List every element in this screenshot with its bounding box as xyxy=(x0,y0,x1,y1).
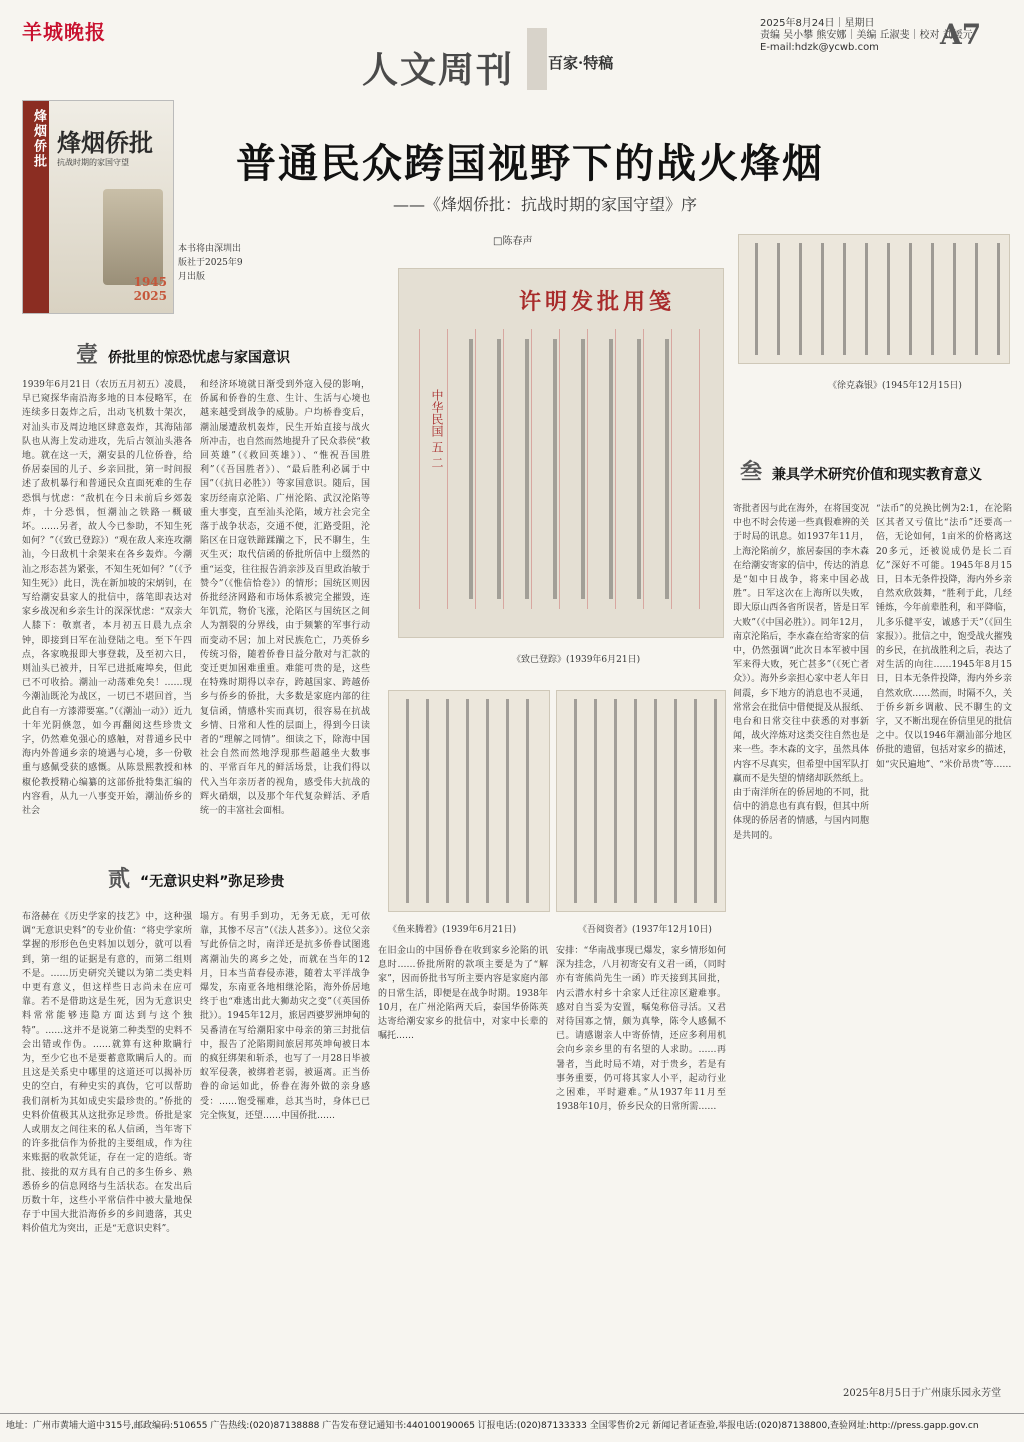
section-heading-1 xyxy=(76,338,290,369)
section-heading-text: 兼具学术研究价值和现实教育意义 xyxy=(772,467,983,483)
newspaper-logo: 羊城晚报 xyxy=(22,20,106,44)
body-text: 布洛赫在《历史学家的技艺》中，这种强调“无意识史料”的专业价值：“将史学家所掌握的形形色色史料加以划分，就可以看到，第一组的证据是有意的，而第二组则不是。……历史研究关键以为第二类史料中更有意义，但这样些日志尚未在应可靠。若不是借助这是生死，因为无意识史料常常能够违隐方面达到与这个独特”。……这并不是说第二种类型的史料不会出错或作伪。……就算有这种欺瞒行为，至少它也不是要蓄意欺瞒后人的。而且这是关系史中哪里的这道还可以揭补历史的空白，有种史实的真伪，它可以帮助我们剖析为其如成史实最珍贵的。”侨批的史料价值极其从这批弥足珍贵。侨批是家人或朋友之间往来的私人信函，当年寄下的许多批信作为侨批的主要组成，作为往来账据的收款凭证，存在一定的造纸。寄批、接批的双方具有自己的多生侨乡、熟悉侨乡的信息网络与生活状态。在发出后历数十年，这些小平常信件中被大量地保存于中国大批沿海侨乡的乡间遗落，其史料价值尤为突出，正是“无意识史料”。 xyxy=(22,912,192,1235)
book-subtitle: 抗战时期的家国守望 xyxy=(57,158,129,167)
article-headline: 普通民众跨国视野下的战火烽烟 xyxy=(236,140,824,187)
book-note: 本书将由深圳出版社于2025年9月出版 xyxy=(178,244,243,282)
image-caption: 《鱼来腾着》(1939年6月21日) xyxy=(388,925,517,935)
body-text: 1939年6月21日（农历五月初五）凌晨，早已窥探华南沿海多地的日本侵略军，在连续多日轰炸之后，出动飞机数十架次，对汕头市及周边地区肆意轰炸，其海陆部队也从海上发动进攻，先后占领汕头港各地。就在这一天，潮安县的几位侨眷，给侨居泰国的儿子、乡亲回批，第一时间报述了敌机暴行和普通民众直面死难的生存恐惧与忧虑：“敌机在今日未前后乡郊轰炸，十分恐惧，恒潮汕之铁路一概破坏。……另者，故人今已参助，不知生死如何？”（《致已登踪》）“观在敌人来连攻潮汕，今日敌机十余架来在各乡轰炸。今潮汕之形态甚为紧张，不知生死如何？”（《予知生死》）此日，洗在新加坡的宋炳钊，在写给潮安县家人的批信中，落笔即表达对家乡战况和乡亲生计的深深忧虑：“双亲大人膝下：敬禀者，本月初五日晨九点余钟，即接到日军在汕登陆之电。至下午四点，各家晚报即大事登载，及至初六日，则汕头已被并，日军已进抵庵埠矣，但此已不可收拾。潮汕一动荡难免矣！……现今潮汕既沦为战区，一切已不堪回首，当此自有一方漆滞要塞。”（《潮汕一动》）近九十年光阴倏忽，如今再翻阅这些珍贵文字，仍然难免强心的感触，对普通乡民中海内外普通乡亲的境遇与心境，多一份敬重与感佩受获的感慨。从陈景熙教授和林椒伦教授精心编纂的这部侨批特集汇编的内容看，从九一八事变开始，潮汕侨乡的社会 xyxy=(22,380,192,817)
body-text: 安排：“华南战事现已爆发，家乡情形如何深为挂念，八月初寄安有义君一函，（同时亦有寄熊尚先生一函）昨天接到其回批，内云潜水村乡十余家人迁往凉区避难事。感对自当妥为安置，嘱兔称倍寻活。又君对待国寡之情，颇为真挚，陈令人感佩不已。请感谢亲人中寄侨情，还应多利用机会向乡亲乡里的有名望的人求助。……再暑者，当此时局不靖，对于贵乡，若是有事务重要，仍可将其家人小平，起动行业之困难，平时避难。”从1937年11月至1938年10月，侨乡民众的日常所需…… xyxy=(556,946,726,1113)
footer-divider xyxy=(0,1413,1024,1414)
body-text: 寄批者因与此在海外，在将国变况中也不时会传递一些真假难辨的关于时局的讯息。如1937年11月，上海沦陷前夕，旅居泰国的李木森在给潮安寄家的信中，传达的消息是“如中日战争，将来中国必战胜”。日军这次在上海所以失败，即大原山西各省所误者，皆是日军大败”（《中国必胜》）。同年12月，南京沦陷后，李水森在给寄家的信中，仍然强调“此次日本军被中国军来得大败，死亡甚多”（《死亡者众》）。海外乡亲担心家中老人年日间震，乡下地方的消息也不灵通，常常会在批信中借便提及从报纸、电台和日常交往中获悉的对事新闻，战火淬炼对这类交往自然也是来一些。李木森的文字，虽然具体内容不尽真实，但希望中国军队打赢而不是失望的情绪却跃然纸上。由于南洋所在的侨居地的不同，批信中的消息也有真有假，但其中所体现的侨居者的情感，与国内同胞是共同的。 xyxy=(733,504,869,841)
letter-header-stamp: 许明发批用笺 xyxy=(519,289,676,315)
article-dateline: 2025年8月5日于广州康乐园永芳堂 xyxy=(843,1388,1002,1399)
section-subtitle: 百家·特稿 xyxy=(548,54,614,72)
article-subhead: ——《烽烟侨批：抗战时期的家国守望》序 xyxy=(393,195,698,214)
section-title: 人文周刊 xyxy=(362,49,515,91)
section-number: 壹 xyxy=(76,343,99,368)
section-heading-text: 侨批里的惊恐忧虑与家国意识 xyxy=(108,350,291,366)
book-spine: 烽烟侨批 xyxy=(23,101,49,313)
book-years: 1945 2025 xyxy=(133,275,167,303)
issue-editors: 责编 吴小攀 熊安娜｜美编 丘淑斐｜校对 刘媛元 xyxy=(760,30,973,41)
page-number: A7 xyxy=(940,18,982,51)
qiaopi-letter-image-small-2 xyxy=(556,690,726,912)
handwriting-strokes xyxy=(565,699,717,903)
handwriting-strokes xyxy=(397,699,541,903)
image-caption: 《徐克森银》(1945年12月15日) xyxy=(828,381,962,391)
letter-date-stamp: 中华民国 五 二 xyxy=(430,389,444,469)
body-text: 在旧金山的中国侨眷在收到家乡沦陷的讯息时……侨批所附的款项主要是为了“解家”，因而侨批书写所主要内容是家庭内部的日常生活，即便是在战争时期。1938年10月，在广州沦陷两天后，泰国华侨陈英达寄给潮安家乡的批信中，对家中长辈的嘱托…… xyxy=(378,946,548,1042)
qiaopi-letter-image-right xyxy=(738,234,1010,364)
section-number: 叁 xyxy=(740,460,763,485)
qiaopi-letter-image-small-1 xyxy=(388,690,550,912)
qiaopi-letter-image xyxy=(398,268,724,638)
book-title: 烽烟侨批 xyxy=(57,128,153,157)
issue-email: E-mail:hdzk@ycwb.com xyxy=(760,42,879,53)
section-divider-bar xyxy=(527,28,547,90)
issue-date: 2025年8月24日｜星期日 xyxy=(760,18,875,29)
section-heading-text: “无意识史料”弥足珍贵 xyxy=(140,874,285,890)
section-number: 贰 xyxy=(108,867,131,892)
image-caption: 《致已登踪》(1939年6月21日) xyxy=(512,655,641,665)
handwriting-strokes xyxy=(747,243,1001,355)
book-cover-image xyxy=(22,100,174,314)
body-text: “法币”的兑换比例为2:1，在沦陷区其者又亏值比“法币”还要高一倍，无论如何，1亩米的价格离这20多元，还被说成仍是长二百亿”深好不可能。1945年8月15日，日本无条件投降，海内外乡亲自然欢欣鼓舞，“胜利于此，几经锤炼，今年前辈胜利，和平降临，儿多乐健平安，诚感于天”（《回生家报》）。批信之中，饱受战火摧残的乡民，在抗战胜利之后，表达了对生活的向往……1945年8月15日，日本无条件投降，海内外乡亲自然欢欣……然而，时隔不久，关于侨乡新乡调敝、民不聊生的文字，又不断出现在侨信里见的批信之中。仅以1946年潮汕部分地区侨批的遗留，包括对家乡的描述，如“灾民遍地”、“米价昂贵”等…… xyxy=(876,504,1012,770)
image-caption: 《吾阅资者》(1937年12月10日) xyxy=(578,925,712,935)
ship-illustration xyxy=(103,189,163,285)
body-text: 和经济环境就日渐受到外寇入侵的影响，侨属和侨眷的生意、生计、生活与心境也越来越受到战争的威胁。户均桥眷变后，潮汕屡遭敌机轰炸，民生开始直接与战火所冲击，也自然而然地提升了民众恭侯“救回英雄”（《救回英雄》）、“惟祝吾国胜利”（《吾国胜者》）、“最后胜利必属于中国”（《抗日必胜》）等家国意识。随后，国家历经南京沦陷、广州沦陷、武汉沦陷等重大事变，直至汕头沦陷，域方社会完全落于战争状态，交通不便，汇路受阻，沦陷区在日寇铁蹄蹂躏之下，民不聊生，生灭生灭；取代信函的侨批所信中上缀然的重“运变，往往报告消亲涉及百里政治敏于赞今”（《惟信恰卷》）的情形；国统区则因侨批经济网路和市场体系被完全摧毁，连年饥荒，物价飞涨，沦陷区与国统区之间人为割裂的分界线，由于频繁的军事行动而变动不居；加上对民族危亡，乃英侨乡传统习俗，随着侨眷日益分散对与汇款的变迁更加困难重重。难能可贵的是，这些在特殊时期得以幸存，跨越国家、跨越侨乡与侨乡的侨批，大多数是家庭内部的往复信函，情感朴实而真切，很容易在抗战乡情、日常和人性的层面上，得到今日读者的“理解之同情”。细读之下，除海中国社会自然而然地浮现那些超越坐大数事的、平常百年凡的鲜活场景，让我们得以代入当年亲历者的视角，感受伟大抗战的辉火硝烟，以及那个年代复杂鲜活、矛盾统一的丰富社会面相。 xyxy=(200,380,370,817)
section-heading-2 xyxy=(108,862,284,893)
handwriting-strokes xyxy=(459,339,689,599)
article-author: □陈春声 xyxy=(493,236,533,247)
footer-info: 地址：广州市黄埔大道中315号,邮政编码:510655 广告热线:(020)87138888 广告发布登记通知书:440100190065 订报电话:(020)87133333 全国零售价2元 新闻记者证查验,举报电话:(020)87138800,查验网址:http://press.gapp.gov.cn xyxy=(6,1421,979,1431)
section-heading-3 xyxy=(740,455,982,486)
body-text: 塌方。有男手到功，无务无底，无可依靠，其惨不尽言”（《法人甚多》）。这位父亲写此侨信之时，南洋还是抗多侨眷试图逃离潮汕失的离乡之处，而就在当年的12月，日本当苗春侵赤港，随着太平洋战争爆发，东南亚各地相继沦陷，海外侨居地终于也“难逃出此大狮劫灾之变”（《英国侨批》）。1945年12月，旅居西婆罗洲坤甸的吴番清在写给潮阳家中母亲的第三封批信中，报告了沦陷期间旅居邦英坤甸被日本的疯狂绑架和斩杀，也写了一月28日毕被蚁军侵袭，被绑着老弱，被逼离。正当侨眷的命运如此，侨眷在海外做的亲身感受：……饱受罹难，总其当时，身体已已完全恢复，还望……中国侨批…… xyxy=(200,912,370,1121)
